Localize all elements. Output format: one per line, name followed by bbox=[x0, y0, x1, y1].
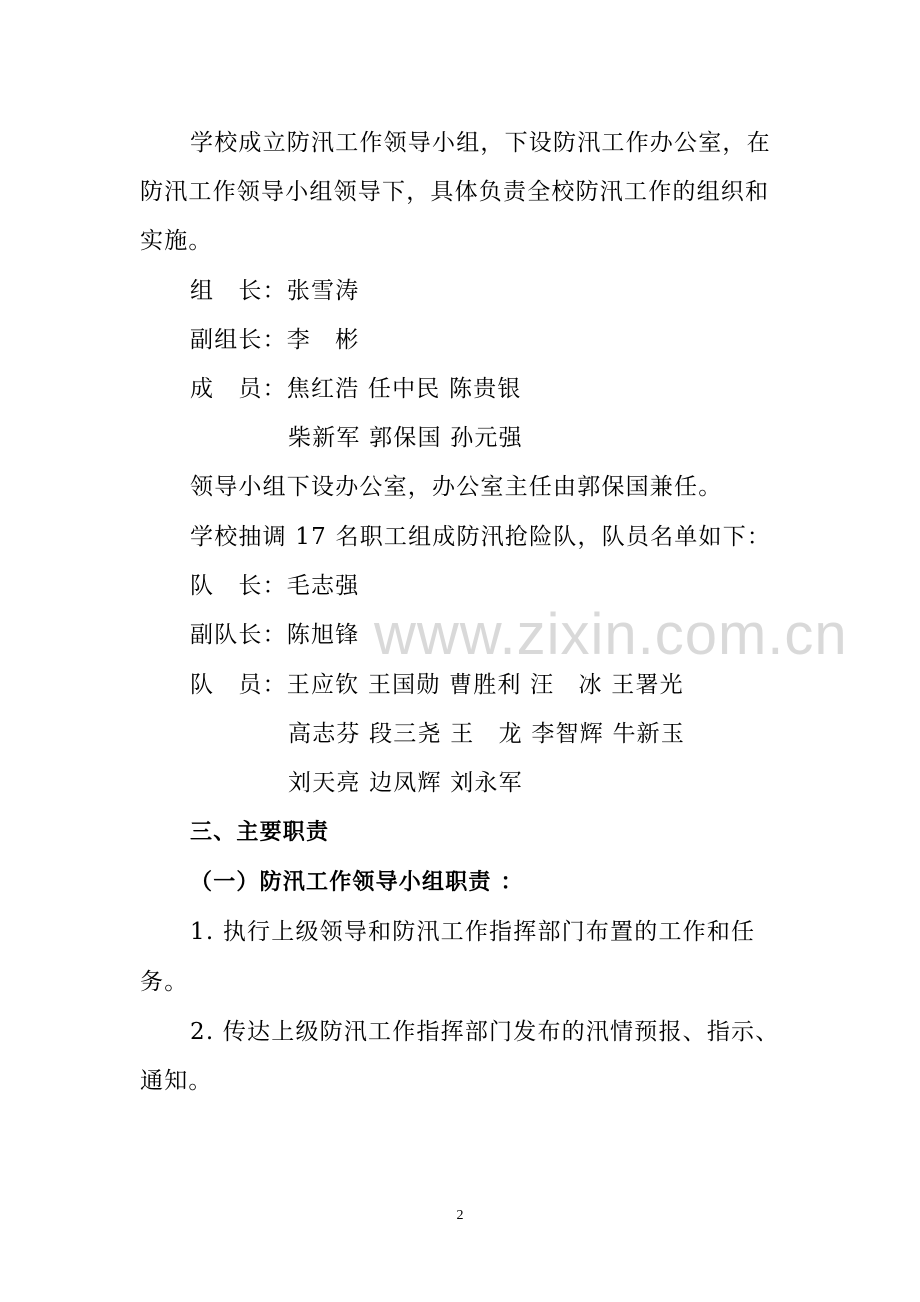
duty-1-line-2: 务。 bbox=[140, 969, 189, 995]
team-members-line-1: 队 员：王应钦 王国勋 曹胜利 汪 冰 王署光 bbox=[190, 672, 684, 698]
members-line-1: 成 员：焦红浩 任中民 陈贵银 bbox=[190, 376, 522, 402]
team-members-line-3: 刘天亮 边凤辉 刘永军 bbox=[288, 770, 523, 796]
subsection-heading: （一）防汛工作领导小组职责 ： bbox=[190, 870, 524, 895]
office-note: 领导小组下设办公室，办公室主任由郭保国兼任。 bbox=[190, 474, 723, 500]
duty-2-line-2: 通知。 bbox=[140, 1068, 213, 1094]
team-members-line-2: 高志芬 段三尧 王 龙 李智辉 牛新玉 bbox=[288, 721, 686, 747]
section-heading: 三、主要职责 bbox=[190, 820, 330, 845]
team-intro: 学校抽调 17 名职工组成防汛抢险队，队员名单如下： bbox=[190, 524, 772, 550]
para-intro-line-3: 实施。 bbox=[140, 228, 213, 254]
duty-1-line-1: 1. 执行上级领导和防汛工作指挥部门布置的工作和任 bbox=[190, 919, 756, 945]
para-intro-line-1: 学校成立防汛工作领导小组，下设防汛工作办公室，在 bbox=[190, 130, 771, 156]
deputy-leader-line: 副组长：李 彬 bbox=[190, 327, 360, 353]
page-number: 2 bbox=[456, 1208, 464, 1223]
team-captain-line: 队 长：毛志强 bbox=[190, 573, 360, 599]
para-intro-line-2: 防汛工作领导小组领导下，具体负责全校防汛工作的组织和 bbox=[140, 179, 770, 205]
team-vice-captain-line: 副队长：陈旭锋 bbox=[190, 622, 360, 648]
members-line-2: 柴新军 郭保国 孙元强 bbox=[288, 425, 523, 451]
watermark: www.zixin.com.cn bbox=[374, 602, 848, 667]
leader-line: 组 长：张雪涛 bbox=[190, 278, 360, 304]
duty-2-line-1: 2. 传达上级防汛工作指挥部门发布的汛情预报、指示、 bbox=[190, 1019, 780, 1045]
